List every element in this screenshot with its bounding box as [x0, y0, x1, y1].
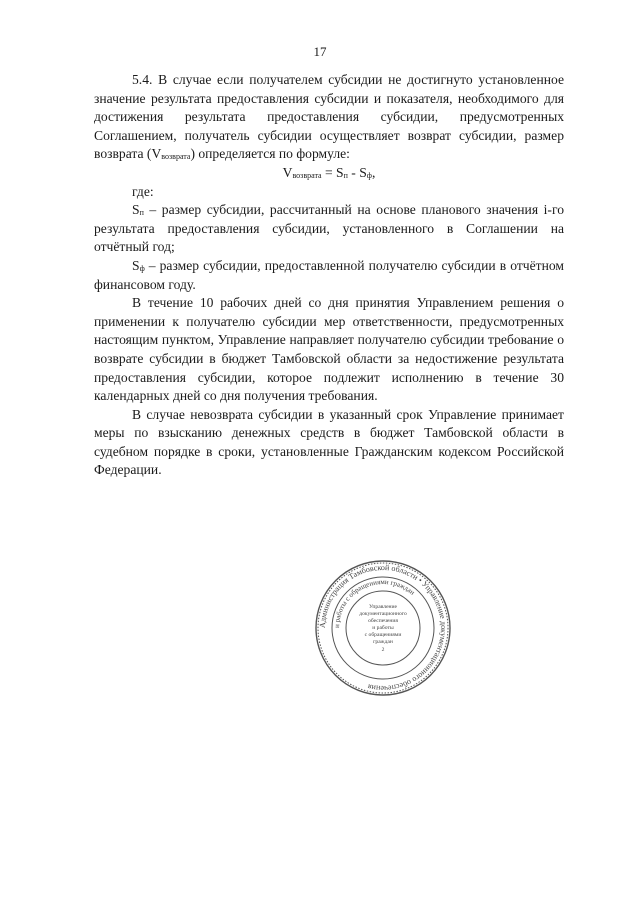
- paragraph-nonreturn: В случае невозврата субсидии в указанный срок Управление принимает меры по взысканию денежных средств в бюджет Тамбовской области в судебном порядке в сроки, установленные Гражданским кодексом Российской Федерации.: [94, 406, 564, 478]
- official-stamp: [314, 559, 452, 697]
- stamp-line: обеспечения: [368, 618, 398, 624]
- definition-sf: $S_ф$ – размер субсидии, предоставленной получателю субсидии в отчётном финансовом году.: [94, 257, 564, 292]
- document-body: [94, 71, 564, 480]
- paragraph-term: В течение 10 рабочих дней со дня принятия Управлением решения о применении к получателю субсидии мер ответственности, предусмотренных настоящим пунктом, Управление направляет получателю субсидии требование о возврате субсидии в бюджет Тамбовской области за недостижение результата предоставления субсидии, которое подлежит исполнению в течение 30 календарных дней со дня получения требования.: [94, 295, 564, 404]
- definition-sp: $S_п$ – размер субсидии, рассчитанный на основе планового значения i-го результата предоставления субсидии, установленного в Соглашении на отчётный год;: [94, 202, 564, 255]
- page-number: 17: [313, 44, 327, 59]
- where-label: где:: [132, 183, 154, 199]
- stamp-line: граждан: [373, 639, 393, 645]
- paragraph-5-4: 5.4. В случае если получателем субсидии не достигнуто установленное значение результата предоставления субсидии и показателя, необходимого для достижения результата предоставления субсидии, предусмотренных Соглашением, получатель субсидии осуществляет возврат субсидии, размер возврата $(V_{возврата})$ определяется по формуле:: [94, 72, 564, 162]
- stamp-inner-text: и работы с обращениями граждан: [332, 577, 417, 629]
- stamp-outer-text: Администрация Тамбовской области • Управление документационного обеспечения: [317, 562, 449, 694]
- stamp-line: документационного: [359, 611, 407, 617]
- stamp-line: с обращениями: [364, 632, 402, 638]
- formula: $V_{возврата} = S_п - S_ф$,: [282, 164, 376, 180]
- stamp-number: 2: [381, 647, 385, 653]
- stamp-line: Управление: [368, 604, 398, 610]
- stamp-line: и работы: [372, 625, 394, 631]
